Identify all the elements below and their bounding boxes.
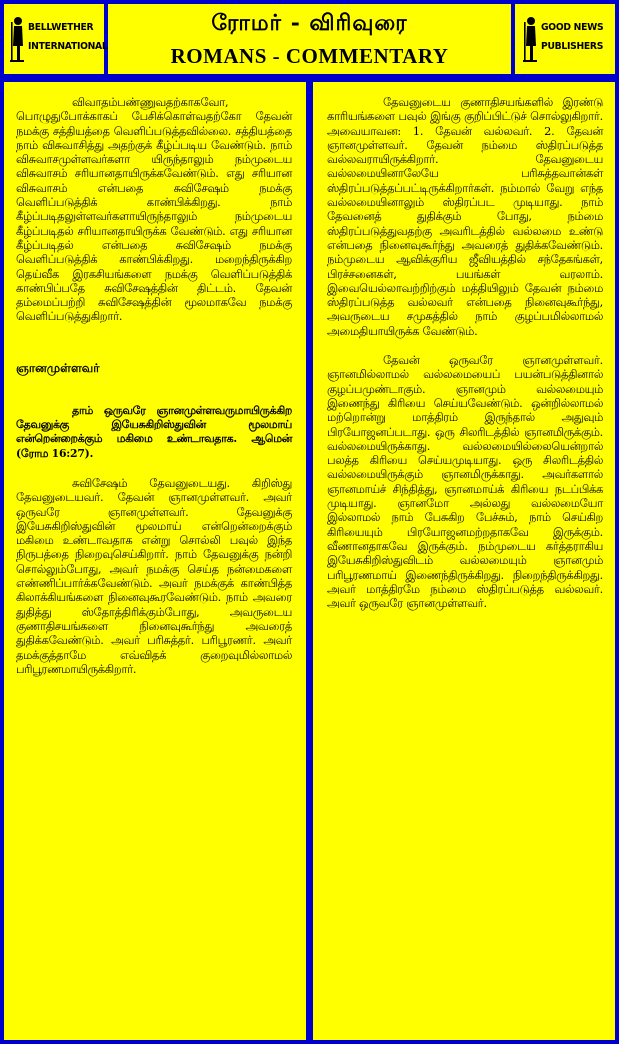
paragraph: சுவிசேஷம் தேவனுடையது. கிறிஸ்து தேவனுடையவர். தேவன் ஞானமுள்ளவர். அவர் ஒருவரே ஞானமுள்ளவர். தேவனுக்கு இயேசுகிறிஸ்துவின் மூலமாய் என்றென்றைக்கும் மகிமை உண்டாவதாக என்று சொல்லி பவுல் இந்த நிருபத்தை நிறைவுசெய்கிறார். நாம் தேவனுக்கு நன்றி சொல்லும்போது, அவர் நமக்கு செய்த நன்மைகளை எண்ணிப்பார்க்கவேண்டும். அவர் நமக்குக் காண்பித்த கிலாக்கியங்களை நினைவுகூரவேண்டும். நாம் அவரை துதித்து ஸ்தோத்திரிக்கும்போது, அவருடைய குணாதிசயங்களை நினைவுகூர்ந்து அவரைத் துதிக்கவேண்டும். அவர் பரிசுத்தர். பரிபூரணர். அவர் தமக்குத்தாமே எவ்விதக் குறைவுமில்லாமல் பரிபூரணமாயிருக்கிறார். [16,476,292,676]
good-news-logo [515,4,615,74]
page-title-english: ROMANS - COMMENTARY [170,44,449,68]
header-frame [0,0,619,78]
person-with-staff-icon [523,16,537,62]
title-box [108,4,511,74]
logo-line-2: INTERNATIONAL [28,41,108,52]
left-column [4,82,306,1040]
body-frame [0,78,619,1044]
scripture-quote: தாம் ஒருவரே ஞானமுள்ளவருமாயிருக்கிற தேவனுக்கு இயேசுகிறிஸ்துவின் மூலமாய் என்றென்றைக்கும் மகிமை உண்டாவதாக. ஆமென் (ரோம 16:27). [16,403,292,460]
paragraph: தேவன் ஒருவரே ஞானமுள்ளவர். ஞானமில்லாமல் வல்லமையைப் பயன்படுத்தினால் குழப்பமுண்டாகும். ஞானமும் வல்லமையும் இணைந்து கிரியை செய்யவேண்டும். ஒன்றில்லாமல் மற்றொன்று மாத்திரம் இருந்தால் அதுவும் பிரயோஜனப்படாது. ஒரு சிலரிடத்தில் ஞானமிருக்கும். வல்லமையிருக்காது. வல்லமையில்லையென்றால் பலத்த கிரியை செய்யமுடியாது. ஒரு சிலரிடத்தில் வல்லமையிருக்கும் ஞானமிருக்காது. அவர்களால் ஞானமாய்ச் சிந்தித்து, ஞானமாய்க் கிரியை நடப்பிக்க முடியாது. ஞானமோ அல்லது வல்லமையோ இல்லாமல் நாம் பேசுகிற பேச்சும், நாம் செய்கிற கிரியையும் பிரயோஜனமற்றதாகவே இருக்கும். வீணானதாகவே இருக்கும். நம்முடைய கர்த்தராகிய இயேசுகிறிஸ்துவிடம் வல்லமையும் ஞானமும் பரிபூரணமாய் இணைந்திருக்கிறது. நிறைந்திருக்கிறது. அவர் மாத்திரமே நம்மை ஸ்திரப்படுத்த வல்லவர். அவர் ஒருவரே ஞானமுள்ளவர். [327,354,603,611]
logo-line-1: BELLWETHER [28,22,94,33]
paragraph: விவாதம்பண்ணுவதற்காகவோ, பொழுதுபோக்காகப் பேசிக்கொள்வதற்கோ தேவன் நமக்கு சத்தியத்தை வெளிப்படுத்தவில்லை. சத்தியத்தை நாம் விசுவாசித்து அதற்குக் கீழ்ப்படிய வேண்டும். நாம் விசுவாசமுள்ளவர்களா யிருந்தாலும் நம்முடைய விசுவாசம் சரியானதாயிருக்கவேண்டும். எது சரியான விசுவாசம் என்பதை சுவிசேஷம் நமக்கு வெளிப்படுத்திக் காண்பிக்கிறது. நாம் கீழ்ப்படிதலுள்ளவர்களாயிருந்தாலும் நம்முடைய கீழ்ப்படிதல் சரியானதாயிருக்க வேண்டும். எது சரியான கீழ்ப்படிதல் என்பதை சுவிசேஷம் நமக்கு வெளிப்படுத்திக் காண்பிக்கிறது. மறைந்திருக்கிற தெய்வீக இரகசியங்களை நமக்கு வெளிப்படுத்திக் காண்பிப்பதே சுவிசேஷத்தின் திட்டம். தேவன் தம்மைப்பற்றி சுவிசேஷத்தின் மூலமாகவே நமக்கு வெளிப்படுத்துகிறார். [16,96,292,324]
person-with-staff-icon [10,16,24,62]
right-column [313,82,615,1040]
page-title-tamil: ரோமர் - விரிவுரை [211,10,408,36]
logo-line-2: PUBLISHERS [541,41,604,52]
section-heading: ஞானமுள்ளவர் [16,360,100,375]
logo-line-1: GOOD NEWS [541,22,604,33]
paragraph: தேவனுடைய குணாதிசயங்களில் இரண்டு காரியங்களை பவுல் இங்கு குறிப்பிட்டுச் சொல்லுகிறார். அவையாவன: 1. தேவன் வல்லவர். 2. தேவன் ஞானமுள்ளவர். தேவன் நம்மை ஸ்திரப்படுத்த வல்லவராயிருக்கிறார். தேவனுடைய வல்லமையினாலேயே பரிசுத்தவான்கள் ஸ்திரப்படுத்தப்பட்டிருக்கிறார்கள். நம்மால் வேறு எந்த வல்லமையினாலும் ஸ்திரப்பட முடியாது. நாம் தேவனைத் துதிக்கும் போது, நம்மை ஸ்திரப்படுத்துவதற்கு அவரிடத்தில் வல்லமை உண்டு என்பதை நினைவுகூர்ந்து அவரைத் துதிக்கவேண்டும். நம்முடைய ஆவிக்குரிய ஜீவியத்தில் சந்தேகங்கள், பிரச்சனைகள், பயங்கள் வரலாம். இவையெல்லாவற்றிற்கும் மத்தியிலும் தேவன் நம்மை ஸ்திரப்படுத்த வல்லவர் என்பதை நினைவுகூர்ந்து, அவருடைய சமுகத்தில் நாம் குழப்பமில்லாமல் அமைதியாயிருக்க வேண்டும். [327,96,603,338]
bellwether-logo [4,4,108,74]
